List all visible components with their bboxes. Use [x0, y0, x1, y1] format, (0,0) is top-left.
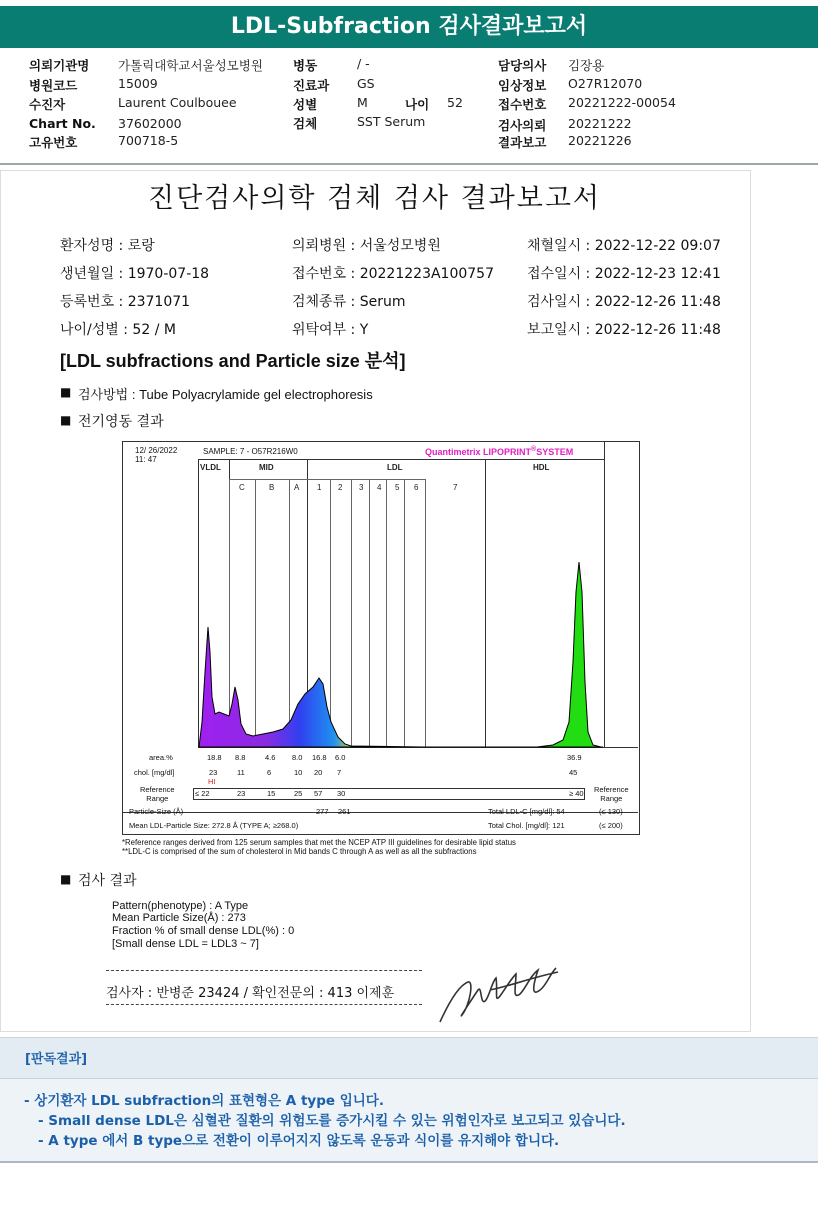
band-label: B: [269, 483, 275, 492]
header-label: 의뢰기관명: [29, 58, 90, 73]
header-label: 진료과: [293, 78, 330, 93]
report-title: 진단검사의학 검체 검사 결과보고서: [148, 183, 601, 214]
electrophoresis-title: 전기영동 결과: [78, 414, 164, 430]
patient-field: 검사일시 : 2022-12-26 11:48: [527, 294, 721, 310]
chart-cell-value: 8.0: [292, 753, 303, 762]
chart-cell-value: 16.8: [312, 753, 327, 762]
header-label: 접수번호: [498, 97, 547, 112]
chart-time: 11: 47: [135, 455, 157, 464]
chart-cell-value: ≤ 22: [195, 789, 210, 798]
area-label: area.%: [149, 753, 173, 762]
header-label: 성별: [293, 97, 318, 112]
header-value: 20221222-00054: [568, 95, 676, 110]
header-label: 검체: [293, 116, 318, 131]
patient-field: 환자성명 : 로랑: [60, 238, 155, 254]
chart-cell-value: 45: [569, 768, 578, 777]
band-label: 4: [377, 483, 382, 492]
total-ldl: Total LDL-C [mg/dl]: 54: [488, 807, 565, 816]
header-value: 20221222: [568, 116, 632, 131]
band-label: 5: [395, 483, 400, 492]
result-line: Mean Particle Size(Å) : 273: [112, 912, 246, 924]
chart-cell-value: 6: [267, 768, 272, 777]
chart-cell-value: 36.9: [567, 753, 582, 762]
header-label: 임상정보: [498, 78, 547, 93]
header-value: GS: [357, 76, 375, 91]
hi-flag: HI: [208, 777, 216, 786]
chart-cell-value: 4.6: [265, 753, 276, 762]
particle-label: Particle-Size (Å): [129, 807, 184, 816]
total-ldl-ref: (≤ 130): [599, 807, 623, 816]
interpretation-title: [판독결과]: [25, 1052, 88, 1067]
group-label: HDL: [533, 463, 550, 472]
chart-cell-value: 10: [294, 768, 303, 777]
band-label: 2: [338, 483, 343, 492]
ref-label: [594, 785, 629, 803]
patient-field: 접수번호 : 20221223A100757: [292, 266, 494, 282]
header-value: 가톨릭대학교서울성모병원: [118, 58, 263, 73]
chart-brand-name: Quantimetrix LIPOPRINT: [425, 447, 532, 457]
header-value: 700718-5: [118, 133, 179, 148]
chart-cell-value: 23: [237, 789, 246, 798]
header-value: 15009: [118, 76, 158, 91]
chart-cell-value: 23: [209, 768, 218, 777]
chart-cell-value: ≥ 40: [569, 789, 584, 798]
interpretation-line: - A type 에서 B type으로 전환이 이루어지지 않도록 운동과 식이를 유지해야 합니다.: [38, 1133, 560, 1149]
chart-cell-value: 20: [314, 768, 323, 777]
patient-field: 생년월일 : 1970-07-18: [60, 266, 210, 282]
mean-particle: Mean LDL-Particle Size: 272.8 Å (TYPE A; ≥268.0): [129, 821, 299, 830]
band-label: C: [239, 483, 245, 492]
test-method: 검사방법 : Tube Polyacrylamide gel electrophoresis: [78, 387, 373, 402]
chart-cell-value: 18.8: [207, 753, 222, 762]
lipoprint-chart: [122, 441, 640, 835]
header-divider: [0, 163, 818, 165]
band-label: A: [294, 483, 300, 492]
band-label: 1: [317, 483, 322, 492]
patient-field: 보고일시 : 2022-12-26 11:48: [527, 322, 721, 338]
footnote: **LDL-C is comprised of the sum of cholesterol in Mid bands C through A as well as all the subfractions: [122, 847, 477, 856]
chart-cell-value: 57: [314, 789, 323, 798]
chart-cell-value: 7: [337, 768, 342, 777]
band-label: 7: [453, 483, 458, 492]
chart-cell-value: 11: [237, 768, 245, 777]
header-value: 52: [447, 95, 463, 110]
ref-label-line: Reference: [594, 785, 629, 794]
chart-sample: SAMPLE: 7 - O57R216W0: [203, 447, 298, 456]
header-label: Chart No.: [29, 116, 96, 131]
signoff-rule: [106, 970, 422, 971]
patient-field: 등록번호 : 2371071: [60, 294, 191, 310]
bullet-icon: ■: [60, 385, 72, 399]
footnote: *Reference ranges derived from 125 serum samples that met the NCEP ATP III guidelines for desirable lipid status: [122, 838, 516, 847]
result-line: Pattern(phenotype) : A Type: [112, 900, 249, 912]
signature: [430, 960, 570, 1030]
header-value: O27R12070: [568, 76, 643, 91]
ref-label-line: Range: [146, 794, 169, 803]
header-label: 나이: [405, 97, 430, 112]
ref-label-line: Range: [600, 794, 623, 803]
header-value: Laurent Coulbouee: [118, 95, 237, 110]
patient-field: 접수일시 : 2022-12-23 12:41: [527, 266, 721, 282]
header-label: 고유번호: [29, 135, 78, 150]
header-value: 20221226: [568, 133, 632, 148]
signoff: 검사자 : 반병준 23424 / 확인전문의 : 413 이제훈: [106, 986, 395, 1001]
chart-cell-value: 25: [294, 789, 303, 798]
report-banner-title: LDL-Subfraction 검사결과보고서: [0, 6, 818, 48]
group-label: MID: [259, 463, 274, 472]
result-title: 검사 결과: [78, 873, 137, 889]
interpretation-header: [0, 1037, 818, 1078]
electrophoresis-curve: [123, 442, 639, 834]
total-chol-ref: (≤ 200): [599, 821, 623, 830]
header-value: 37602000: [118, 116, 182, 131]
patient-field: 의뢰병원 : 서울성모병원: [292, 238, 441, 254]
interpretation-body: [0, 1078, 818, 1163]
interpretation-line: - 상기환자 LDL subfraction의 표현형은 A type 입니다.: [24, 1093, 384, 1109]
chart-cell-value: 6.0: [335, 753, 346, 762]
chart-cell-value: 8.8: [235, 753, 246, 762]
band-label: 3: [359, 483, 364, 492]
header-value: 김장용: [568, 58, 605, 73]
chart-cell-value: 261: [338, 807, 351, 816]
chart-cell-value: 30: [337, 789, 346, 798]
ref-label-line: Reference: [140, 785, 175, 794]
chart-cell-value: 15: [267, 789, 276, 798]
signoff-rule: [106, 1004, 422, 1005]
header-label: 병동: [293, 58, 318, 73]
chart-cell-value: 277: [316, 807, 329, 816]
bullet-icon: ■: [60, 872, 72, 886]
chart-brand-tail: SYSTEM: [536, 447, 574, 457]
band-label: 6: [414, 483, 419, 492]
interpretation-line: - Small dense LDL은 심혈관 질환의 위험도를 증가시킬 수 있는 위험인자로 보고되고 있습니다.: [38, 1113, 626, 1129]
group-label: VLDL: [200, 463, 221, 472]
group-label: LDL: [387, 463, 403, 472]
ref-label: [140, 785, 175, 803]
section-title: [LDL subfractions and Particle size 분석]: [60, 351, 406, 371]
header-label: 검사의뢰: [498, 118, 547, 133]
header-label: 병원코드: [29, 78, 78, 93]
result-line: [Small dense LDL = LDL3 ~ 7]: [112, 938, 259, 950]
chol-label: chol. [mg/dl]: [134, 768, 175, 777]
chart-brand-sup: ®: [531, 446, 537, 453]
header-label: 담당의사: [498, 58, 547, 73]
result-line: Fraction % of small dense LDL(%) : 0: [112, 925, 295, 937]
lipoprotein-peaks: [199, 627, 423, 747]
total-chol: Total Chol. [mg/dl]: 121: [488, 821, 565, 830]
patient-field: 나이/성별 : 52 / M: [60, 322, 176, 338]
bullet-icon: ■: [60, 413, 72, 427]
header-value: M: [357, 95, 368, 110]
header-label: 수진자: [29, 97, 66, 112]
hdl-peak: [537, 562, 601, 747]
header-value: SST Serum: [357, 114, 426, 129]
ref-range-box: [193, 788, 585, 800]
chart-date: 12/ 26/2022: [135, 446, 178, 455]
patient-field: 위탁여부 : Y: [292, 322, 369, 338]
header-value: / -: [357, 56, 370, 71]
patient-field: 검체종류 : Serum: [292, 294, 406, 310]
patient-field: 채혈일시 : 2022-12-22 09:07: [527, 238, 721, 254]
header-label: 결과보고: [498, 135, 547, 150]
